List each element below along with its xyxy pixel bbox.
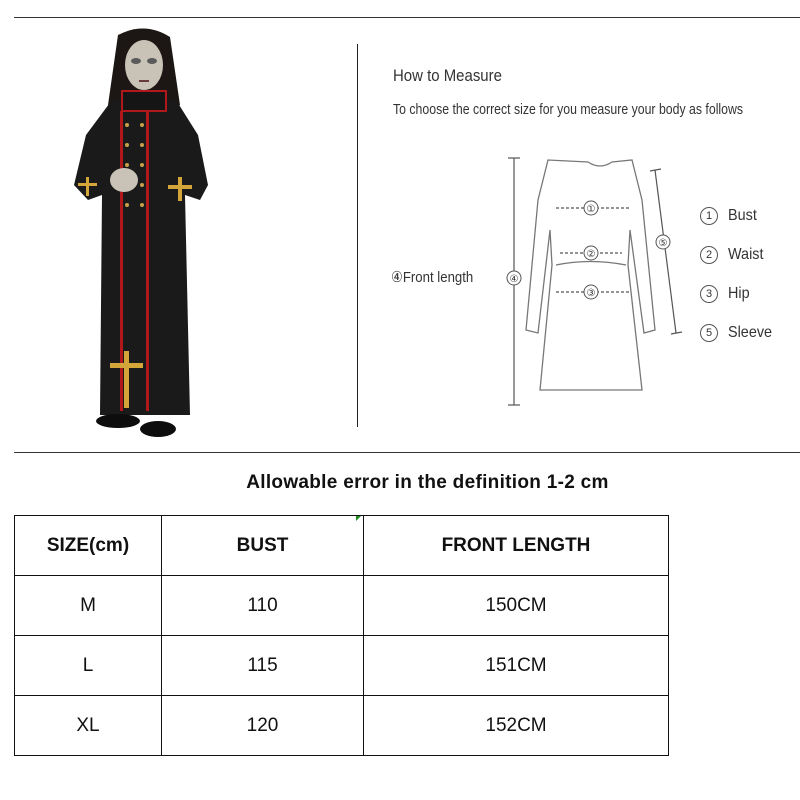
waist-mark: ② [586, 249, 596, 260]
legend-label: Bust [728, 206, 757, 224]
header-bust: BUST [162, 516, 364, 576]
hip-mark: ③ [586, 288, 596, 299]
sleeve-mark: ⑤ [658, 238, 668, 249]
measurement-legend [700, 196, 777, 352]
legend-item-bust [700, 196, 777, 235]
guide-title: How to Measure [393, 66, 502, 85]
header-size: SIZE(cm) [15, 516, 162, 576]
legend-item-waist [700, 235, 777, 274]
front-length-label: ④Front length [391, 269, 474, 286]
cell-front-length: 151CM [364, 636, 669, 696]
legend-item-hip [700, 274, 777, 313]
top-divider [14, 17, 800, 18]
cell-bust: 110 [162, 576, 364, 636]
table-row [15, 636, 669, 696]
legend-label: Hip [728, 284, 750, 302]
legend-label: Sleeve [728, 323, 773, 341]
robe-costume-image [60, 25, 230, 443]
cell-front-length: 150CM [364, 576, 669, 636]
bust-mark: ① [586, 204, 596, 215]
legend-item-sleeve [700, 313, 777, 352]
legend-number: 1 [700, 207, 718, 225]
section-divider [357, 44, 358, 427]
allowable-error-note: Allowable error in the definition 1-2 cm [246, 472, 609, 493]
middle-divider [14, 452, 800, 453]
table-header-row [15, 516, 669, 576]
cell-size: L [15, 636, 162, 696]
guide-subtitle: To choose the correct size for you measure your body as follows [393, 101, 744, 118]
table-row [15, 696, 669, 756]
cell-bust: 120 [162, 696, 364, 756]
cell-size: XL [15, 696, 162, 756]
cell-bust: 115 [162, 636, 364, 696]
table-row [15, 576, 669, 636]
legend-number: 2 [700, 246, 718, 264]
legend-number: 3 [700, 285, 718, 303]
cell-size: M [15, 576, 162, 636]
front-length-mark: ④ [509, 274, 519, 285]
cell-corner-mark [356, 516, 361, 521]
legend-number: 5 [700, 324, 718, 342]
size-chart-table [14, 515, 669, 756]
header-front-length: FRONT LENGTH [364, 516, 669, 576]
cell-front-length: 152CM [364, 696, 669, 756]
legend-label: Waist [728, 245, 764, 263]
